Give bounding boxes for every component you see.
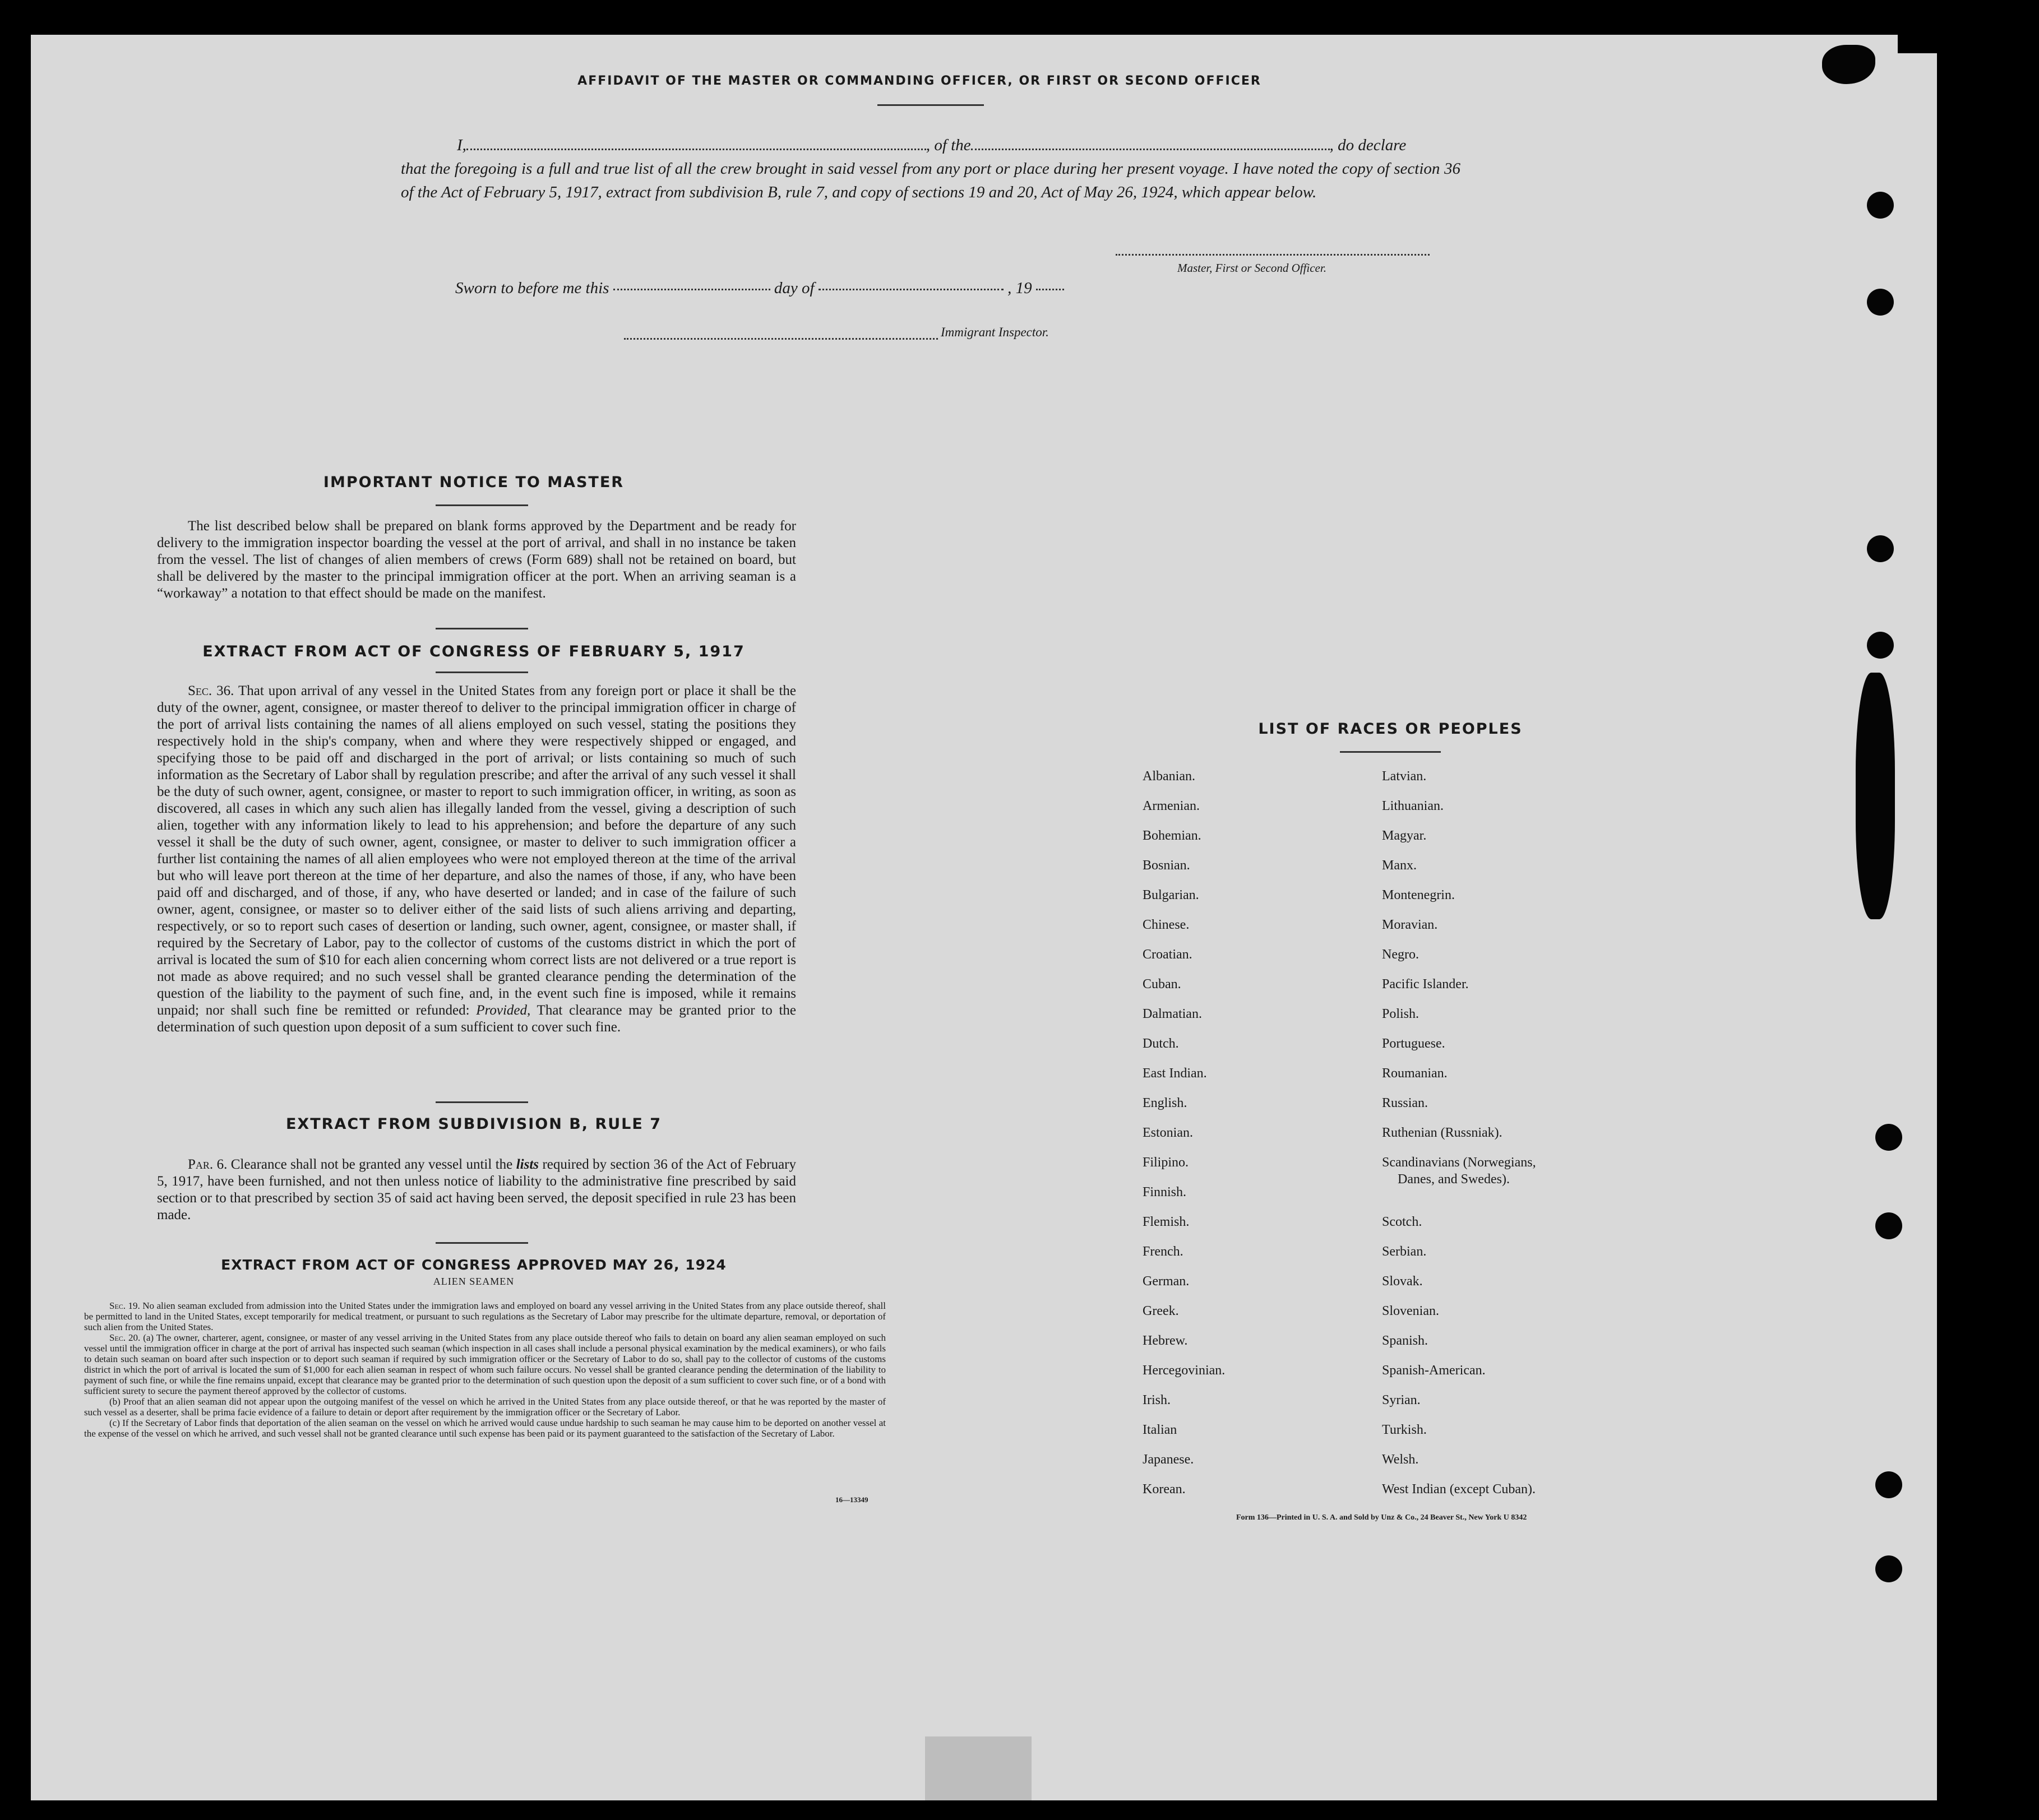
race-item: Polish. [1382,1007,1420,1021]
race-item: Flemish. [1143,1215,1190,1229]
punch-hole [1875,1124,1902,1151]
race-item: Roumanian. [1382,1066,1448,1081]
race-item: Spanish. [1382,1333,1428,1348]
punch-hole [1875,1471,1902,1498]
race-item: Slovak. [1382,1274,1423,1289]
race-item: Scotch. [1382,1215,1422,1229]
race-item-line: Scandinavians (Norwegians, [1382,1155,1536,1170]
race-item: Russian. [1382,1096,1428,1110]
section-text: That upon arrival of any vessel in the United States from any foreign port or place it shall be the duty of the owner, agent, consignee, or master thereof to deliver to the principal immigration officer in charge of the port of arrival lists containing the names of all aliens employed on such vessel, stating the positions they respectively hold in the ship's company, when and where they were respectively shipped or engaged, and specifying those to be paid off and discharged in the port of arrival; or lists containing so much of such information as the Secretary of Labor shall by regulation prescribe; and after the arrival of any such vessel it shall be the duty of such owner, agent, consignee, or master to report to such immigration officer, in writing, as soon as discovered, all cases in which any such alien has illegally landed from the vessel, giving a description of such alien, together with any information likely to lead to his apprehension; and before the departure of any such vessel it shall be the duty of such owner, agent, consignee, or master to deliver to such immigration officer a further list containing the names of all alien employees who were not employed thereon at the time of the arrival but who will leave port thereon at the time of her departure, and also the names of those, if any, who have been paid off and discharged, and of those, if any, who have deserted or landed; and in case of the failure of such owner, agent, consignee, or master so to deliver either of the said lists of such aliens arriving and departing, respectively, or so to report such cases of desertion or landing, such owner, agent, consignee, or master shall, if required by the Secretary of Labor, pay to the collector of customs of the customs district in which the port of arrival is located the sum of $10 for each alien concerning whom correct lists are not delivered or a true report is not made as above required; and no such vessel shall be granted clearance pending the determination of the question of the liability to the payment of such fine, and, in the event such fine is imposed, while it remains unpaid; nor shall such fine be remitted or refunded: [157,683,796,1018]
race-item: Latvian. [1382,769,1427,784]
extract-1924-body [84,1300,886,1439]
section-19 [84,1300,886,1332]
race-item: Dutch. [1143,1036,1179,1051]
affidavit-declaration [401,133,1460,204]
name-blank [466,148,926,150]
extract-1924-title: EXTRACT FROM ACT OF CONGRESS APPROVED MAY 26, 1924 [221,1257,727,1273]
divider [436,628,528,629]
master-signature-label: Master, First or Second Officer. [1177,261,1326,275]
divider [436,1101,528,1103]
race-item: Syrian. [1382,1393,1421,1407]
rule-7-title: EXTRACT FROM SUBDIVISION B, RULE 7 [285,1115,662,1133]
year-blank [1036,288,1064,290]
divider [1340,751,1441,753]
race-item: Welsh. [1382,1452,1419,1467]
master-signature-line [1116,253,1430,256]
punch-hole [1867,192,1894,219]
race-item: Portuguese. [1382,1036,1445,1051]
races-column-1 [1143,768,1225,1511]
race-item: Hercegovinian. [1143,1363,1226,1378]
extract-1917-title: EXTRACT FROM ACT OF CONGRESS OF FEBRUARY 5, 1917 [202,643,745,660]
notice-body: The list described below shall be prepared on blank forms approved by the Department and be ready for delivery to the immigration inspector boarding the vessel at the port of arrival, and shall in no instance be taken from the vessel. The list of changes of alien members of crews (Form 689) shall not be retained on board, but shall be delivered by the master to the principal immigration officer at the port. When an arriving seaman is a “workaway” a notation to that effect should be made on the manifest. [157,518,796,601]
races-title: LIST OF RACES OR PEOPLES [1258,720,1523,738]
binding-tab [925,1736,1032,1800]
race-item-continuation: Danes, and Swedes). [1398,1172,1510,1187]
month-blank [819,288,1004,290]
form-code: 16—13349 [835,1495,868,1504]
race-item: Cuban. [1143,977,1181,992]
declaration-line [401,133,1460,157]
race-item: Serbian. [1382,1244,1427,1259]
form-printer-footer: Form 136—Printed in U. S. A. and Sold by Unz & Co., 24 Beaver St., New York U 8342 [1236,1513,1527,1522]
race-item: Albanian. [1143,769,1195,784]
sworn-end: , 19 [1007,279,1032,297]
declaration-end: , do declare [1329,136,1407,154]
inspector-label: Immigrant Inspector. [941,325,1049,339]
race-item: East Indian. [1143,1066,1207,1081]
race-item: Slovenian. [1382,1304,1439,1318]
punch-hole [1867,289,1894,316]
race-item: Irish. [1143,1393,1171,1407]
divider [877,104,984,106]
section-20a-text: (a) The owner, charterer, agent, consignee, or master of any vessel arriving in the United States from any place outside thereof who fails to detain on board any alien seaman employed on such vessel until the immigration officer in charge at the port of arrival has inspected such seaman (which inspection in all cases shall include a personal physical examination by the medical examiners), or who fails to detain such seaman on board after such inspection or to deport such seaman if required by such immigration officer or the Secretary of Labor to do so, shall pay to the collector of customs of the customs district in which the port of arrival is located the sum of $1,000 for each alien seaman in respect of whom such failure occurs. No vessel shall be granted clearance pending the determination of the liability to payment of such fine, or while the fine remains unpaid, except that clearance may be granted prior to the determination of such question upon the deposit of a sum sufficient to cover such fine, or of a bond with sufficient surety to secure the payment thereof approved by the collector of customs. [84,1332,886,1396]
race-item: Armenian. [1143,799,1200,813]
race-item: Chinese. [1143,918,1190,932]
race-item: Pacific Islander. [1382,977,1469,992]
punch-hole [1875,1555,1902,1582]
sworn-mid: day of [774,279,815,297]
punch-hole [1867,632,1894,659]
notice-title: IMPORTANT NOTICE TO MASTER [323,474,625,491]
divider [436,1242,528,1244]
race-item: Bohemian. [1143,828,1201,843]
section-20c: (c) If the Secretary of Labor finds that deportation of the alien seaman on the vessel on which he arrived would cause undue hardship to such seaman he may cause him to be deported on another vessel at the expense of the vessel on which he arrived, and such vessel shall not be granted clearance until such expense has been paid or its payment guaranteed to the satisfaction of the Secretary of Labor. [84,1418,886,1439]
declaration-start: I, [457,136,466,154]
affidavit-title: AFFIDAVIT OF THE MASTER OR COMMANDING OFFICER, OR FIRST OR SECOND OFFICER [577,74,1261,88]
race-item: Dalmatian. [1143,1007,1202,1021]
race-item: Estonian. [1143,1126,1193,1140]
sworn-line [455,279,1064,298]
race-item: Lithuanian. [1382,799,1444,813]
race-item: Turkish. [1382,1423,1427,1437]
race-item: Greek. [1143,1304,1179,1318]
race-item: Croatian. [1143,947,1192,962]
section-20b: (b) Proof that an alien seaman did not appear upon the outgoing manifest of the vessel on which he arrived in the United States from any place outside thereof, or that he was reported by the master of such vessel as a deserter, shall be prima facie evidence of a failure to detain or deport after requirement by the immigration officer or the Secretary of Labor. [84,1396,886,1418]
extract-1924-subtitle: ALIEN SEAMEN [433,1276,515,1287]
torn-margin [1898,53,1937,1800]
section-20a [84,1332,886,1396]
extract-1917-body [157,683,796,1036]
race-item: Hebrew. [1143,1333,1188,1348]
race-item: Korean. [1143,1482,1186,1497]
race-item: German. [1143,1274,1190,1289]
race-item: Finnish. [1143,1185,1187,1200]
race-item: Moravian. [1382,918,1438,932]
position-blank [971,148,1330,150]
races-column-2 [1382,768,1536,1511]
race-item: Filipino. [1143,1155,1189,1170]
race-item: Negro. [1382,947,1419,962]
paragraph-label: Par. 6. [188,1157,228,1172]
race-item: Spanish-American. [1382,1363,1486,1378]
race-item: French. [1143,1244,1183,1259]
section-label: Sec. 36. [188,683,234,698]
race-item: Montenegrin. [1382,888,1455,902]
torn-edge [1856,673,1895,919]
race-item: Bosnian. [1143,858,1190,873]
rule-7-text-a: Clearance shall not be granted any vessel until the [230,1157,513,1172]
sworn-start: Sworn to before me this [455,279,609,297]
race-item: Italian [1143,1423,1177,1437]
race-item: English. [1143,1096,1187,1110]
race-item: Japanese. [1143,1452,1194,1467]
race-item [1382,1154,1536,1214]
race-item: Manx. [1382,858,1417,873]
section-label: Sec. 20. [109,1332,141,1343]
inspector-signature-line [624,337,938,340]
punch-hole [1875,1212,1902,1239]
race-item: Bulgarian. [1143,888,1199,902]
punch-hole [1867,535,1894,562]
divider [436,504,528,506]
section-label: Sec. 19. [109,1300,140,1311]
race-item: Ruthenian (Russniak). [1382,1126,1502,1140]
section-19-text: No alien seaman excluded from admission into the United States under the immigration laws and employed on board any vessel arriving in the United States from any place outside thereof, shall be permitted to land in the United States, except temporarily for medical treatment, or pursuant to such regulations as the Secretary of Labor may prescribe for the ultimate departure, removal, or deportation of such alien from the United States. [84,1300,886,1332]
rule-7-text-b: required by section 36 of the Act of February 5, 1917, have been furnished, and not then unless notice of liability to the administrative fine prescribed by said section or to that prescribed by section 35 of said act having been served, the deposit specified in rule 23 has been made. [157,1157,797,1222]
rule-7-body [157,1156,796,1224]
proviso-text: That clearance may be granted prior to the determination of such question upon deposit of a sum sufficient to cover such fine. [157,1003,796,1035]
proviso-word: Provided, [476,1003,531,1018]
divider [436,671,528,673]
race-item: West Indian (except Cuban). [1382,1482,1536,1497]
day-blank [613,288,770,290]
declaration-mid: , of the [926,136,971,154]
lists-word: lists [516,1157,539,1172]
race-item: Magyar. [1382,828,1427,843]
declaration-body: that the foregoing is a full and true list of all the crew brought in said vessel from any port or place during her present voyage. I have noted the copy of section 36 of the Act of February 5, 1917, extract from subdivision B, rule 7, and copy of sections 19 and 20, Act of May 26, 1924, which appear below. [401,160,1460,201]
